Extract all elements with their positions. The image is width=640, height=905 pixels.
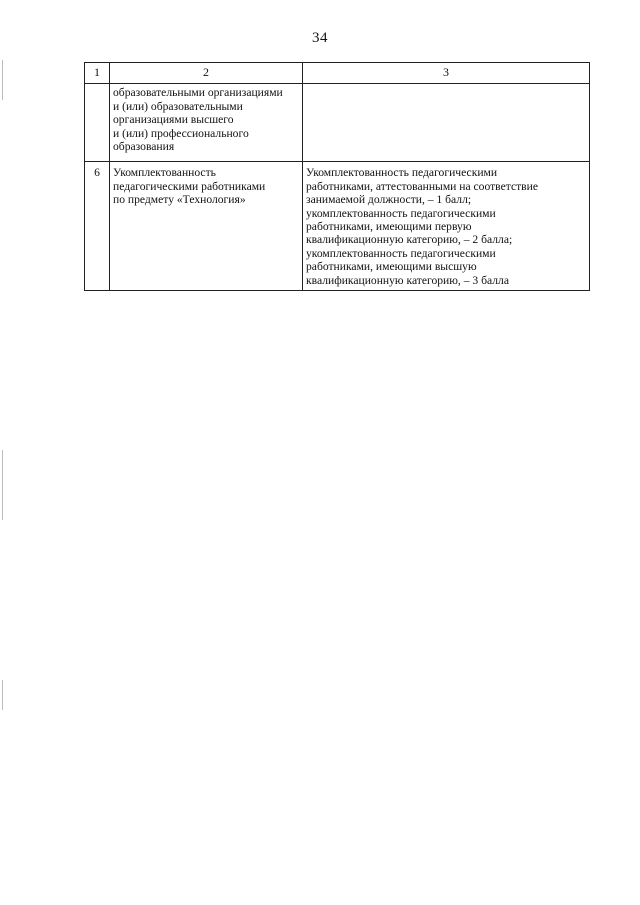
scan-margin-mark — [2, 450, 3, 520]
table-row — [85, 84, 590, 162]
scoring-cell — [303, 162, 590, 291]
row-number — [85, 84, 110, 162]
criterion-text: Укомплектованность педагогическими работниками по предмету «Технология» — [113, 166, 266, 207]
scoring-cell — [303, 84, 590, 162]
criterion-text: образовательными организациями и (или) образовательными организациями высшего и (или) профессионального образования — [113, 86, 283, 154]
scoring-text: Укомплектованность педагогическими работниками, аттестованными на соответствие занимаемой должности, – 1 балл; укомплектованность педагогическими работниками, имеющими первую квалификационную категорию, – 2 балла; укомплектованность педагогическими работниками, имеющими высшую квалификационную категорию, – 3 балла — [306, 166, 538, 287]
scan-margin-mark — [2, 60, 3, 100]
table-header-row — [85, 63, 590, 84]
header-cell-2: 2 — [110, 63, 303, 84]
criterion-cell — [110, 84, 303, 162]
table-row — [85, 162, 590, 291]
header-cell-3: 3 — [303, 63, 590, 84]
criterion-cell — [110, 162, 303, 291]
header-cell-1: 1 — [85, 63, 110, 84]
page-number: 34 — [312, 30, 328, 46]
criteria-table — [84, 62, 590, 291]
row-number: 6 — [85, 162, 110, 291]
scan-margin-mark — [2, 680, 3, 710]
